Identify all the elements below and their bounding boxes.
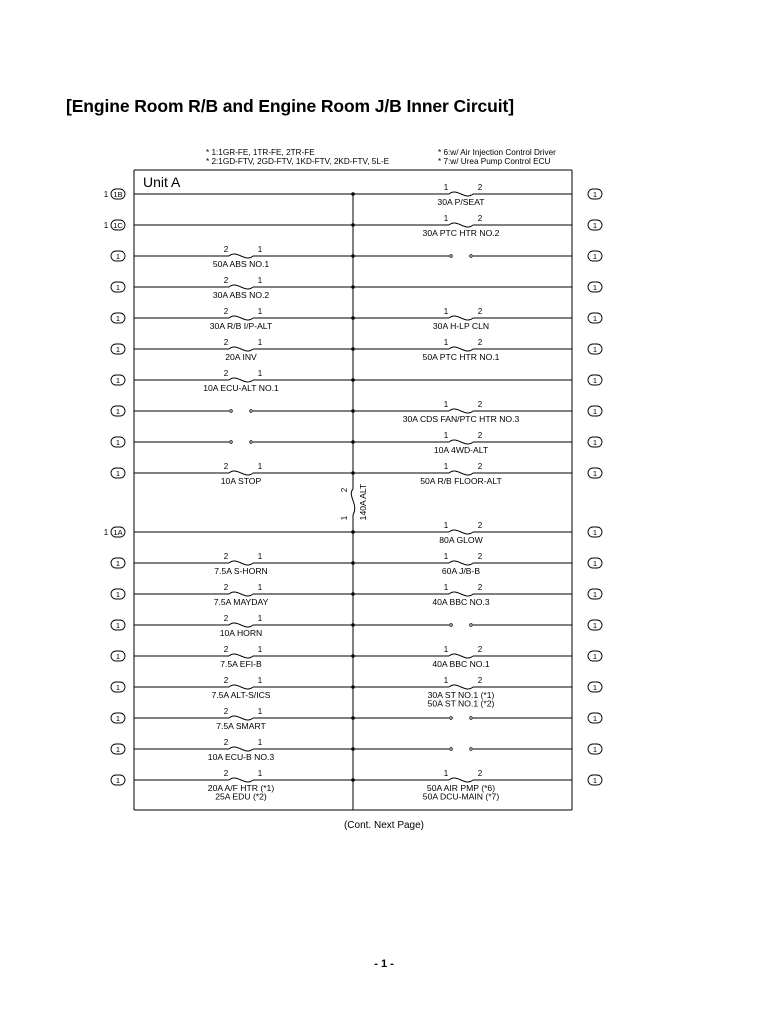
- right-fuse-label-5-0: 50A PTC HTR NO.1: [422, 352, 500, 362]
- right-open-contact-a-13: [450, 624, 453, 627]
- left-connector-label-4: 1: [115, 313, 121, 323]
- left-fuse-label-13-0: 10A HORN: [219, 628, 263, 638]
- left-fuse-label-18-1: 25A EDU (*2): [215, 791, 267, 802]
- page-title: [Engine Room R/B and Engine Room J/B Inner Circuit]: [66, 96, 514, 116]
- right-connector-label-15: 1: [592, 682, 598, 692]
- bus-junction-6: [351, 378, 355, 382]
- bus-junction-12: [351, 592, 355, 596]
- unit-label: Unit A: [143, 174, 181, 190]
- left-fuse-pin1-17: 2: [223, 738, 229, 747]
- bus-junction-11: [351, 561, 355, 565]
- right-fuse-pin2-1: 2: [477, 214, 483, 223]
- bus-junction-3: [351, 285, 355, 289]
- right-fuse-label-18-1: 50A DCU-MAIN (*7): [422, 791, 500, 802]
- right-open-contact-a-17: [450, 748, 453, 751]
- left-fuse-pin1-11: 2: [223, 552, 229, 561]
- bus-junction-7: [351, 409, 355, 413]
- right-fuse-pin2-15: 2: [477, 676, 483, 685]
- right-open-contact-a-2: [450, 255, 453, 258]
- bus-junction-17: [351, 747, 355, 751]
- left-fuse-pin1-2: 2: [223, 245, 229, 254]
- right-fuse-pin1-1: 1: [443, 214, 449, 223]
- right-fuse-pin2-11: 2: [477, 552, 483, 561]
- right-open-contact-b-13: [470, 624, 473, 627]
- left-connector-label-9: 1: [115, 468, 121, 478]
- right-fuse-label-11-0: 60A J/B-B: [441, 566, 481, 576]
- right-fuse-pin2-12: 2: [477, 583, 483, 592]
- right-fuse-label-4-0: 30A H-LP CLN: [432, 321, 490, 331]
- left-fuse-pin2-16: 1: [257, 707, 263, 716]
- left-connector-label-5: 1: [115, 344, 121, 354]
- right-fuse-pin2-18: 2: [477, 769, 483, 778]
- left-connector-label-11: 1: [115, 558, 121, 568]
- right-connector-label-14: 1: [592, 651, 598, 661]
- continued-note: (Cont. Next Page): [343, 820, 425, 831]
- left-fuse-pin2-17: 1: [257, 738, 263, 747]
- right-fuse-pin2-8: 2: [477, 431, 483, 440]
- main-fuse-pin-top: 2: [340, 487, 349, 493]
- bus-junction-5: [351, 347, 355, 351]
- right-connector-label-8: 1: [592, 437, 598, 447]
- left-fuse-pin2-3: 1: [257, 276, 263, 285]
- left-fuse-pin1-14: 2: [223, 645, 229, 654]
- left-fuse-pin2-4: 1: [257, 307, 263, 316]
- left-connector-label-3: 1: [115, 282, 121, 292]
- right-fuse-pin1-15: 1: [443, 676, 449, 685]
- left-fuse-label-3-0: 30A ABS NO.2: [212, 290, 270, 300]
- right-connector-label-18: 1: [592, 775, 598, 785]
- right-connector-label-4: 1: [592, 313, 598, 323]
- right-fuse-pin1-7: 1: [443, 400, 449, 409]
- left-fuse-pin1-9: 2: [223, 462, 229, 471]
- note-option-6: * 6:w/ Air Injection Control Driver: [438, 148, 556, 157]
- bus-junction-8: [351, 440, 355, 444]
- left-fuse-label-18-0: 20A A/F HTR (*1): [207, 783, 275, 793]
- right-connector-label-10: 1: [592, 527, 598, 537]
- right-fuse-pin2-9: 2: [477, 462, 483, 471]
- left-connector-label-8: 1: [115, 437, 121, 447]
- left-fuse-pin2-18: 1: [257, 769, 263, 778]
- left-fuse-label-5-0: 20A INV: [225, 352, 257, 362]
- right-fuse-pin1-0: 1: [443, 183, 449, 192]
- note-engine-1: * 1:1GR-FE, 1TR-FE, 2TR-FE: [206, 148, 315, 157]
- right-open-contact-b-17: [470, 748, 473, 751]
- right-fuse-pin1-5: 1: [443, 338, 449, 347]
- page-number: - 1 -: [374, 958, 394, 970]
- left-connector-label-1: 1C: [113, 220, 123, 230]
- right-fuse-label-0-0: 30A P/SEAT: [437, 197, 485, 207]
- left-fuse-label-15-0: 7.5A ALT-S/ICS: [211, 690, 271, 700]
- left-fuse-pin1-6: 2: [223, 369, 229, 378]
- bus-junction-1: [351, 223, 355, 227]
- left-connector-label-15: 1: [115, 682, 121, 692]
- right-open-contact-a-16: [450, 717, 453, 720]
- left-open-contact-a-7: [230, 410, 233, 413]
- bus-junction-9: [351, 471, 355, 475]
- right-fuse-label-14-0: 40A BBC NO.1: [432, 659, 490, 669]
- right-fuse-pin1-4: 1: [443, 307, 449, 316]
- right-fuse-pin1-11: 1: [443, 552, 449, 561]
- left-fuse-label-4-0: 30A R/B I/P-ALT: [209, 321, 273, 331]
- left-fuse-pin2-14: 1: [257, 645, 263, 654]
- left-open-contact-b-7: [250, 410, 253, 413]
- right-connector-label-16: 1: [592, 713, 598, 723]
- bus-junction-10: [351, 530, 355, 534]
- left-connector-pin-0: 1: [103, 190, 109, 199]
- left-connector-label-14: 1: [115, 651, 121, 661]
- left-fuse-pin2-15: 1: [257, 676, 263, 685]
- left-open-contact-a-8: [230, 441, 233, 444]
- right-connector-label-12: 1: [592, 589, 598, 599]
- right-connector-label-5: 1: [592, 344, 598, 354]
- right-fuse-label-8-0: 10A 4WD-ALT: [433, 445, 489, 455]
- right-connector-label-13: 1: [592, 620, 598, 630]
- right-fuse-pin1-8: 1: [443, 431, 449, 440]
- left-fuse-label-9-0: 10A STOP: [220, 476, 262, 486]
- right-fuse-pin2-14: 2: [477, 645, 483, 654]
- bus-junction-15: [351, 685, 355, 689]
- bus-junction-13: [351, 623, 355, 627]
- right-fuse-pin1-14: 1: [443, 645, 449, 654]
- right-fuse-pin2-10: 2: [477, 521, 483, 530]
- left-connector-label-10: 1A: [113, 527, 123, 537]
- left-fuse-pin1-13: 2: [223, 614, 229, 623]
- right-fuse-pin1-10: 1: [443, 521, 449, 530]
- left-fuse-label-17-0: 10A ECU-B NO.3: [207, 752, 275, 762]
- right-fuse-label-18-0: 50A AIR PMP (*6): [426, 783, 496, 793]
- right-fuse-label-1-0: 30A PTC HTR NO.2: [422, 228, 500, 238]
- left-fuse-pin2-2: 1: [257, 245, 263, 254]
- left-connector-label-18: 1: [115, 775, 121, 785]
- right-fuse-label-15-1: 50A ST NO.1 (*2): [427, 698, 495, 709]
- left-connector-label-6: 1: [115, 375, 121, 385]
- bus-junction-0: [351, 192, 355, 196]
- right-fuse-pin2-0: 2: [477, 183, 483, 192]
- left-fuse-pin1-5: 2: [223, 338, 229, 347]
- left-fuse-label-16-0: 7.5A SMART: [216, 721, 266, 731]
- right-fuse-label-10-0: 80A GLOW: [439, 535, 483, 545]
- main-fuse-pin-bottom: 1: [340, 515, 349, 521]
- bus-junction-2: [351, 254, 355, 258]
- right-fuse-pin2-5: 2: [477, 338, 483, 347]
- right-connector-label-6: 1: [592, 375, 598, 385]
- right-fuse-pin1-12: 1: [443, 583, 449, 592]
- right-fuse-label-15-0: 30A ST NO.1 (*1): [427, 690, 495, 700]
- main-fuse-label: 140A ALT: [358, 483, 368, 521]
- right-connector-label-9: 1: [592, 468, 598, 478]
- right-open-contact-b-16: [470, 717, 473, 720]
- left-connector-pin-1: 1: [103, 221, 109, 230]
- left-fuse-label-6-0: 10A ECU-ALT NO.1: [203, 383, 279, 393]
- left-connector-label-17: 1: [115, 744, 121, 754]
- right-connector-label-3: 1: [592, 282, 598, 292]
- left-fuse-pin1-4: 2: [223, 307, 229, 316]
- right-connector-label-2: 1: [592, 251, 598, 261]
- bus-junction-4: [351, 316, 355, 320]
- right-fuse-pin2-4: 2: [477, 307, 483, 316]
- left-fuse-pin1-12: 2: [223, 583, 229, 592]
- right-fuse-pin2-7: 2: [477, 400, 483, 409]
- left-connector-label-7: 1: [115, 406, 121, 416]
- note-engine-2: * 2:1GD-FTV, 2GD-FTV, 1KD-FTV, 2KD-FTV, 5L-E: [206, 157, 390, 166]
- left-fuse-pin1-15: 2: [223, 676, 229, 685]
- right-fuse-label-9-0: 50A R/B FLOOR-ALT: [420, 476, 502, 486]
- right-connector-label-1: 1: [592, 220, 598, 230]
- left-fuse-label-14-0: 7.5A EFI-B: [220, 659, 262, 669]
- right-connector-label-11: 1: [592, 558, 598, 568]
- left-connector-label-13: 1: [115, 620, 121, 630]
- right-connector-label-7: 1: [592, 406, 598, 416]
- left-fuse-pin2-6: 1: [257, 369, 263, 378]
- left-fuse-label-12-0: 7.5A MAYDAY: [213, 597, 269, 607]
- left-fuse-pin2-13: 1: [257, 614, 263, 623]
- left-fuse-label-11-0: 7.5A S-HORN: [214, 566, 268, 576]
- right-open-contact-b-2: [470, 255, 473, 258]
- right-fuse-label-7-0: 30A CDS FAN/PTC HTR NO.3: [402, 414, 520, 424]
- left-fuse-pin1-18: 2: [223, 769, 229, 778]
- left-connector-label-16: 1: [115, 713, 121, 723]
- left-fuse-pin1-3: 2: [223, 276, 229, 285]
- bus-junction-16: [351, 716, 355, 720]
- left-connector-label-12: 1: [115, 589, 121, 599]
- bus-junction-14: [351, 654, 355, 658]
- right-fuse-pin1-18: 1: [443, 769, 449, 778]
- note-option-7: * 7:w/ Urea Pump Control ECU: [438, 157, 551, 166]
- right-fuse-label-12-0: 40A BBC NO.3: [432, 597, 490, 607]
- right-connector-label-0: 1: [592, 189, 598, 199]
- left-connector-label-2: 1: [115, 251, 121, 261]
- left-fuse-pin2-5: 1: [257, 338, 263, 347]
- bus-junction-18: [351, 778, 355, 782]
- right-fuse-pin1-9: 1: [443, 462, 449, 471]
- left-fuse-pin2-12: 1: [257, 583, 263, 592]
- left-open-contact-b-8: [250, 441, 253, 444]
- left-fuse-label-2-0: 50A ABS NO.1: [212, 259, 270, 269]
- left-connector-pin-10: 1: [103, 528, 109, 537]
- left-connector-label-0: 1B: [113, 189, 123, 199]
- left-fuse-pin1-16: 2: [223, 707, 229, 716]
- right-connector-label-17: 1: [592, 744, 598, 754]
- left-fuse-pin2-9: 1: [257, 462, 263, 471]
- left-fuse-pin2-11: 1: [257, 552, 263, 561]
